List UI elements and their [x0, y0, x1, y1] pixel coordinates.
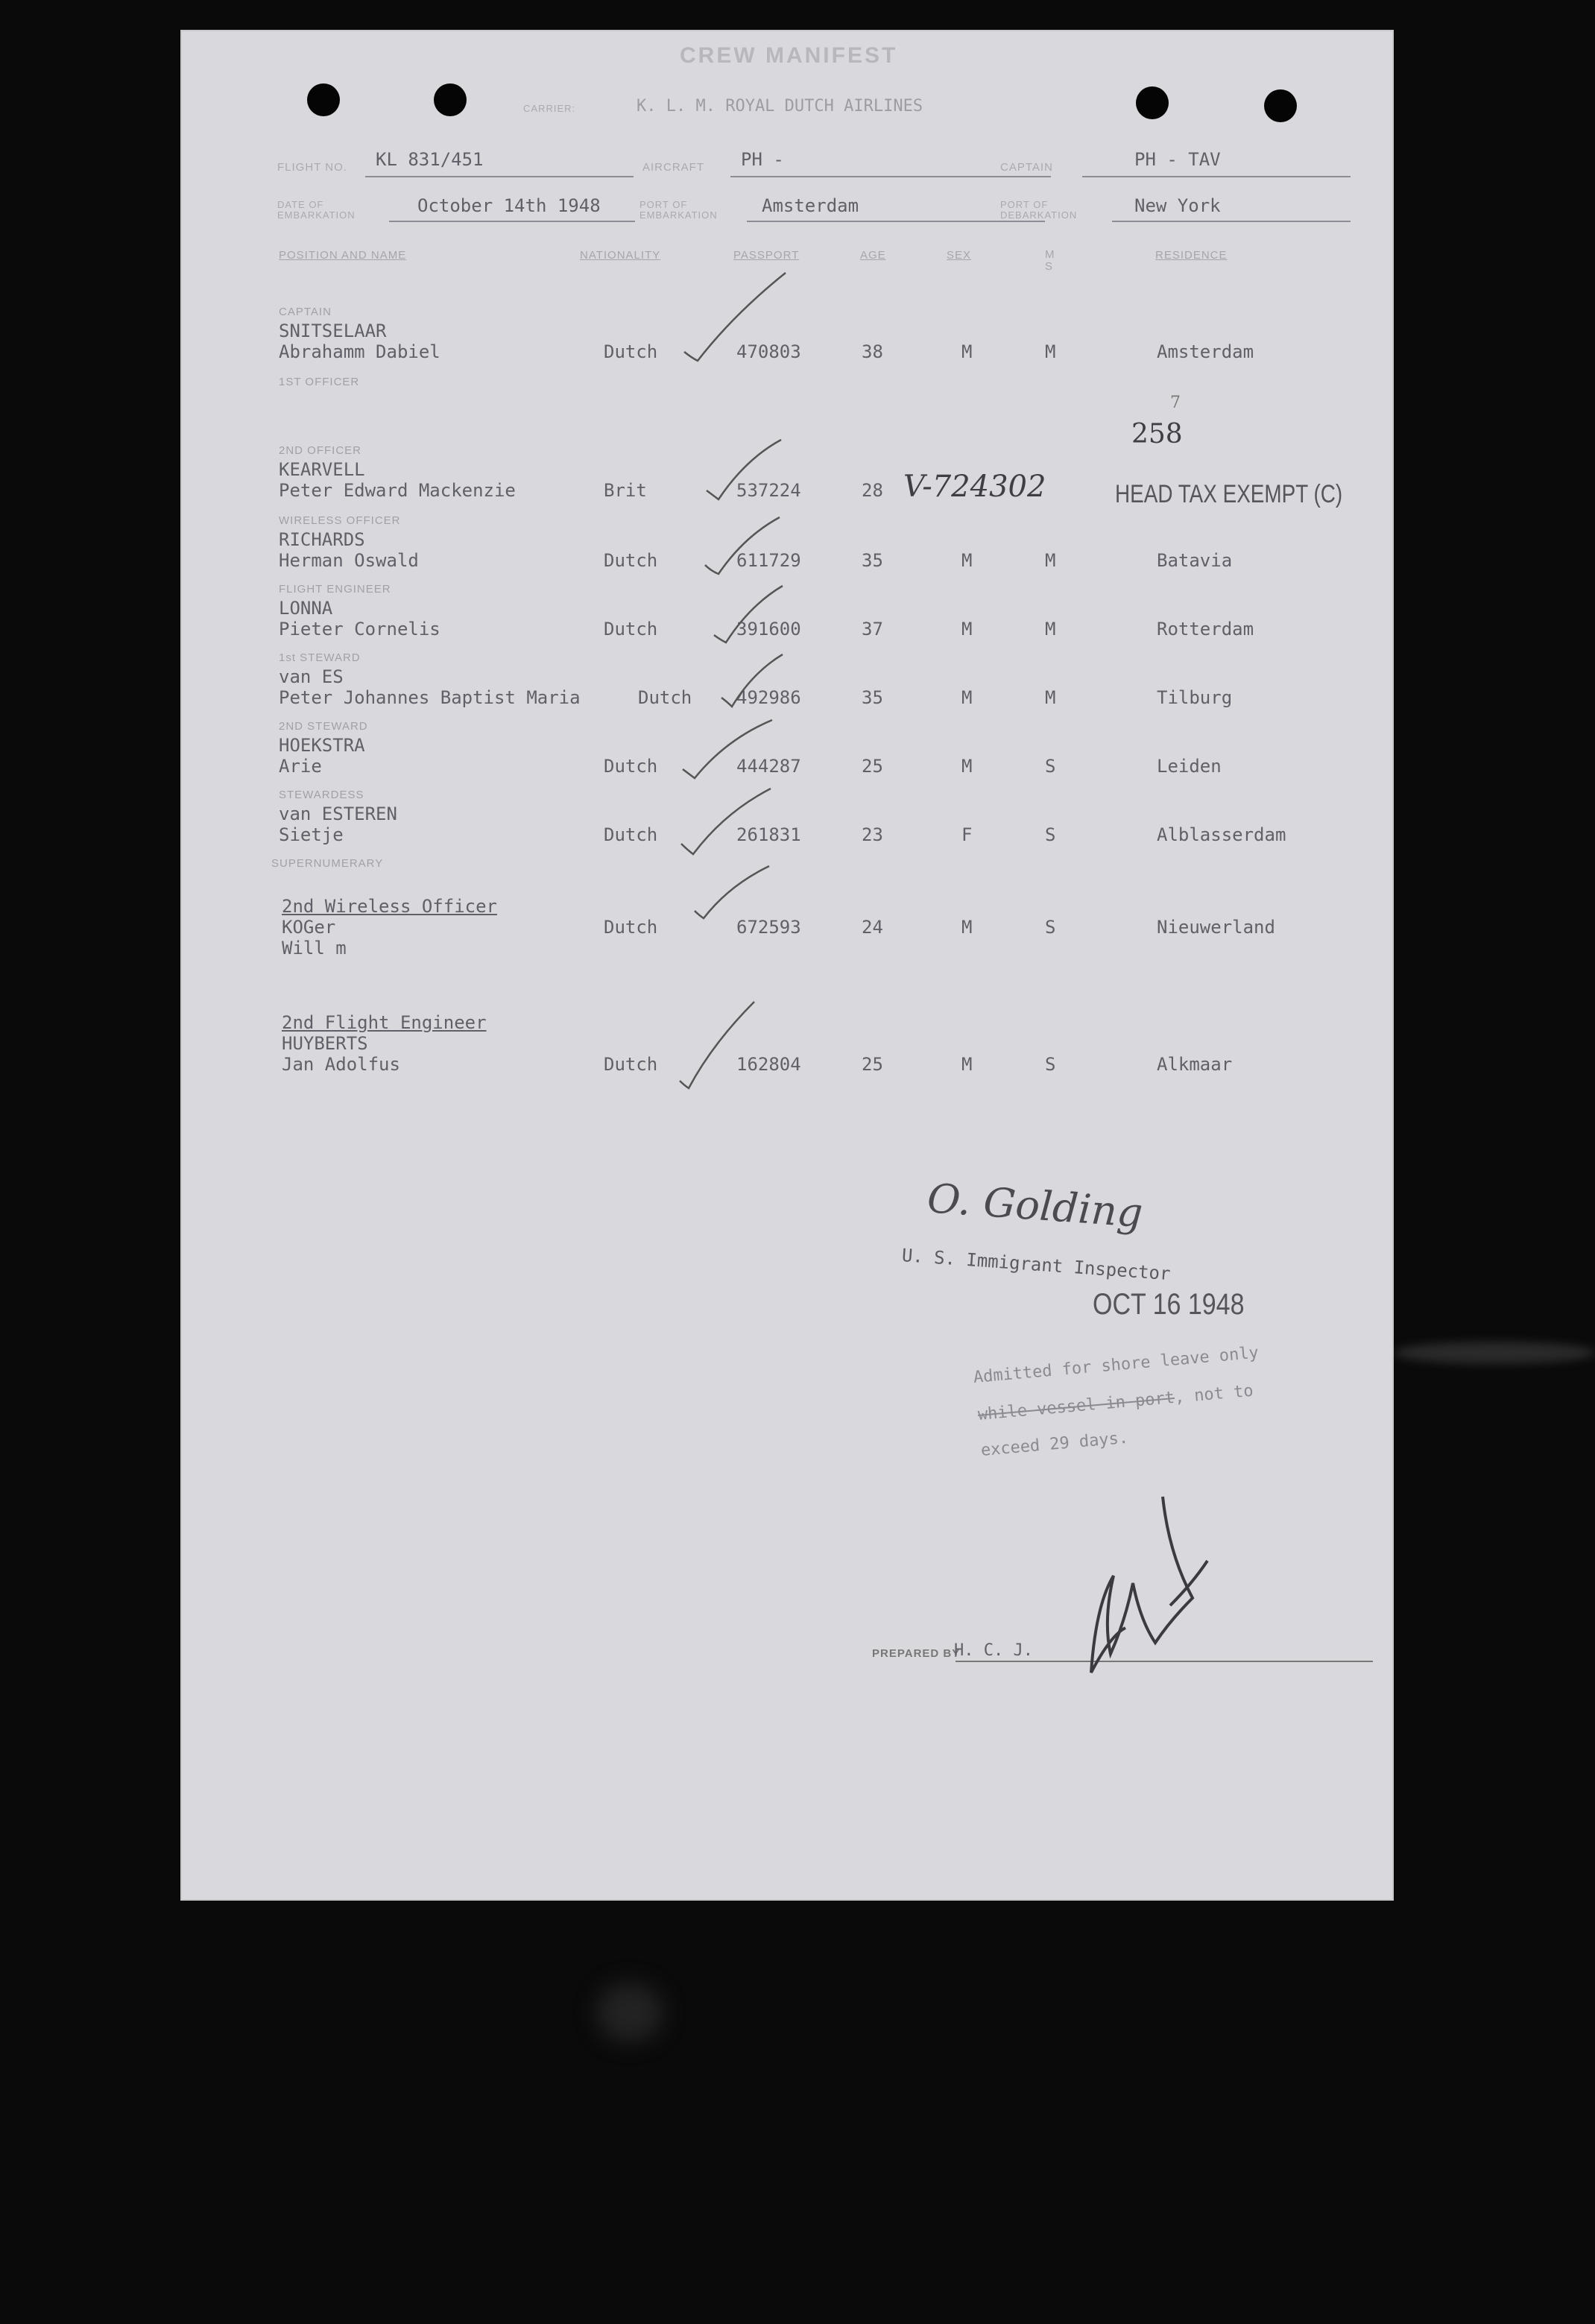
check-mark-icon [692, 863, 774, 923]
crew-sex: M [961, 687, 973, 708]
scan-artifact [1394, 1342, 1595, 1364]
crew-age: 37 [862, 619, 883, 640]
crew-ms: M [1045, 687, 1056, 708]
scan-artifact [596, 1983, 663, 2042]
check-mark-icon [678, 786, 775, 860]
date-label: DATE OF EMBARKATION [277, 199, 356, 221]
visa-number: V-724302 [903, 470, 1046, 504]
crew-nationality: Dutch [604, 917, 658, 938]
aircraft-value: PH - [741, 149, 784, 170]
crew-surname: van ES [279, 666, 344, 687]
port-emb-value: Amsterdam [762, 195, 859, 216]
captain-value: PH - TAV [1134, 149, 1221, 170]
crew-surname: LONNA [279, 598, 333, 619]
punch-hole [1136, 86, 1169, 119]
crew-ms: S [1045, 824, 1056, 845]
admission-line-1: Admitted for shore leave only [972, 1343, 1260, 1387]
crew-sex: M [961, 619, 973, 640]
crew-ms: M [1045, 341, 1056, 362]
manifest-sheet [180, 30, 1394, 1901]
crew-residence: Leiden [1157, 756, 1222, 777]
crew-passport: 492986 [736, 687, 801, 708]
head-tax-stamp: HEAD TAX EXEMPT (C) [1115, 480, 1343, 508]
carrier-label: CARRIER: [523, 103, 576, 114]
underline [730, 176, 1051, 177]
supernumerary-label: SUPERNUMERARY [271, 857, 384, 870]
punch-hole [434, 83, 467, 116]
crew-age: 35 [862, 550, 883, 571]
crew-position: STEWARDESS [279, 789, 364, 801]
col-nationality: NATIONALITY [580, 249, 661, 262]
inspector-date-stamp: OCT 16 1948 [1093, 1288, 1245, 1321]
col-passport: PASSPORT [733, 249, 800, 262]
check-mark-icon [704, 437, 786, 504]
underline [365, 176, 634, 177]
crew-surname: van ESTEREN [279, 803, 397, 824]
carrier-value: K. L. M. ROYAL DUTCH AIRLINES [637, 97, 923, 116]
check-mark-icon [680, 717, 777, 784]
captain-label: CAPTAIN [1000, 161, 1053, 174]
port-emb-label: PORT OF EMBARKATION [639, 199, 718, 221]
crew-given: Jan Adolfus [282, 1054, 400, 1075]
col-ms: M S [1045, 248, 1055, 273]
aircraft-label: AIRCRAFT [642, 161, 704, 174]
admission-line-2 [977, 1382, 1254, 1424]
crew-position: 2nd Flight Engineer [282, 1012, 487, 1033]
crew-passport: 261831 [736, 824, 801, 845]
crew-sex: M [961, 917, 973, 938]
crew-position: 2nd Wireless Officer [282, 896, 497, 917]
margin-number: 258 [1131, 419, 1183, 449]
crew-sex: F [961, 824, 973, 845]
crew-nationality: Brit [604, 480, 647, 501]
underline [1082, 176, 1351, 177]
crew-position: WIRELESS OFFICER [279, 514, 401, 527]
crew-passport: 391600 [736, 619, 801, 640]
crew-ms: S [1045, 1054, 1056, 1075]
crew-given: Herman Oswald [279, 550, 419, 571]
crew-passport: 470803 [736, 341, 801, 362]
check-mark-icon [681, 270, 793, 367]
crew-surname: HOEKSTRA [279, 735, 365, 756]
crew-passport: 672593 [736, 917, 801, 938]
crew-ms: S [1045, 917, 1056, 938]
punch-hole [1264, 89, 1297, 122]
admission-line-3: exceed 29 days. [979, 1428, 1130, 1460]
inspector-signature: O. Golding [926, 1174, 1145, 1237]
crew-nationality: Dutch [604, 824, 658, 845]
crew-residence: Tilburg [1157, 687, 1233, 708]
inspector-title: U. S. Immigrant Inspector [901, 1245, 1172, 1285]
crew-surname: KEARVELL [279, 459, 365, 480]
margin-small: 7 [1170, 394, 1181, 412]
crew-given: Will m [282, 938, 347, 959]
crew-passport: 611729 [736, 550, 801, 571]
crew-nationality: Dutch [604, 341, 658, 362]
crew-surname: HUYBERTS [282, 1033, 368, 1054]
prepared-by-value: H. C. J. [954, 1641, 1033, 1660]
crew-residence: Alkmaar [1157, 1054, 1233, 1075]
crew-age: 25 [862, 1054, 883, 1075]
underline [389, 221, 635, 222]
crew-surname: SNITSELAAR [279, 321, 387, 341]
crew-residence: Amsterdam [1157, 341, 1254, 362]
crew-age: 24 [862, 917, 883, 938]
admission-line-2-rest: , not to [1173, 1381, 1254, 1407]
crew-nationality: Dutch [604, 756, 658, 777]
crew-age: 25 [862, 756, 883, 777]
flight-label: FLIGHT NO. [277, 161, 347, 174]
crew-residence: Nieuwerland [1157, 917, 1275, 938]
crew-given: Pieter Cornelis [279, 619, 440, 640]
crew-age: 28 [862, 480, 883, 501]
check-mark-icon [718, 651, 786, 711]
check-mark-icon [711, 583, 786, 650]
crew-given: Peter Edward Mackenzie [279, 480, 516, 501]
crew-ms: M [1045, 550, 1056, 571]
crew-age: 23 [862, 824, 883, 845]
port-deb-label: PORT OF DEBARKATION [1000, 199, 1078, 221]
crew-passport: 444287 [736, 756, 801, 777]
crew-given: Arie [279, 756, 322, 777]
punch-hole [307, 83, 340, 116]
crew-given: Abrahamm Dabiel [279, 341, 440, 362]
crew-given: Sietje [279, 824, 344, 845]
col-sex: SEX [947, 249, 972, 262]
crew-nationality: Dutch [604, 550, 658, 571]
crew-passport: 537224 [736, 480, 801, 501]
crew-sex: M [961, 756, 973, 777]
crew-position: FLIGHT ENGINEER [279, 583, 391, 596]
crew-nationality: Dutch [604, 1054, 658, 1075]
form-title: CREW MANIFEST [680, 43, 898, 68]
crew-residence: Alblasserdam [1157, 824, 1286, 845]
crew-surname: RICHARDS [279, 529, 365, 550]
crew-residence: Batavia [1157, 550, 1233, 571]
flight-no: KL 831/451 [376, 149, 484, 170]
crew-given: Peter Johannes Baptist Maria [279, 687, 581, 708]
crew-sex: M [961, 550, 973, 571]
crew-position: 2ND OFFICER [279, 444, 362, 457]
col-residence: RESIDENCE [1155, 249, 1228, 262]
crew-nationality: Dutch [604, 619, 658, 640]
admission-struck-text: while vessel in port [976, 1388, 1175, 1424]
check-mark-icon [702, 514, 784, 581]
first-officer-label: 1ST OFFICER [279, 376, 360, 388]
crew-ms: S [1045, 756, 1056, 777]
crew-age: 38 [862, 341, 883, 362]
col-position: POSITION AND NAME [279, 249, 407, 262]
check-mark-icon [677, 999, 759, 1096]
underline [1112, 221, 1351, 222]
date-value: October 14th 1948 [417, 195, 601, 216]
crew-passport: 162804 [736, 1054, 801, 1075]
crew-surname: KOGer [282, 917, 336, 938]
crew-ms: M [1045, 619, 1056, 640]
prepared-by-label: PREPARED BY [872, 1647, 961, 1660]
col-age: AGE [860, 249, 886, 262]
crew-sex: M [961, 341, 973, 362]
crew-sex: M [961, 1054, 973, 1075]
crew-position: CAPTAIN [279, 306, 332, 318]
underline [747, 221, 1045, 222]
crew-position: 1st STEWARD [279, 651, 361, 664]
crew-age: 35 [862, 687, 883, 708]
crew-residence: Rotterdam [1157, 619, 1254, 640]
crew-nationality: Dutch [638, 687, 692, 708]
crew-position: 2ND STEWARD [279, 720, 368, 733]
port-deb-value: New York [1134, 195, 1221, 216]
preparer-signature-mark [1081, 1494, 1230, 1695]
